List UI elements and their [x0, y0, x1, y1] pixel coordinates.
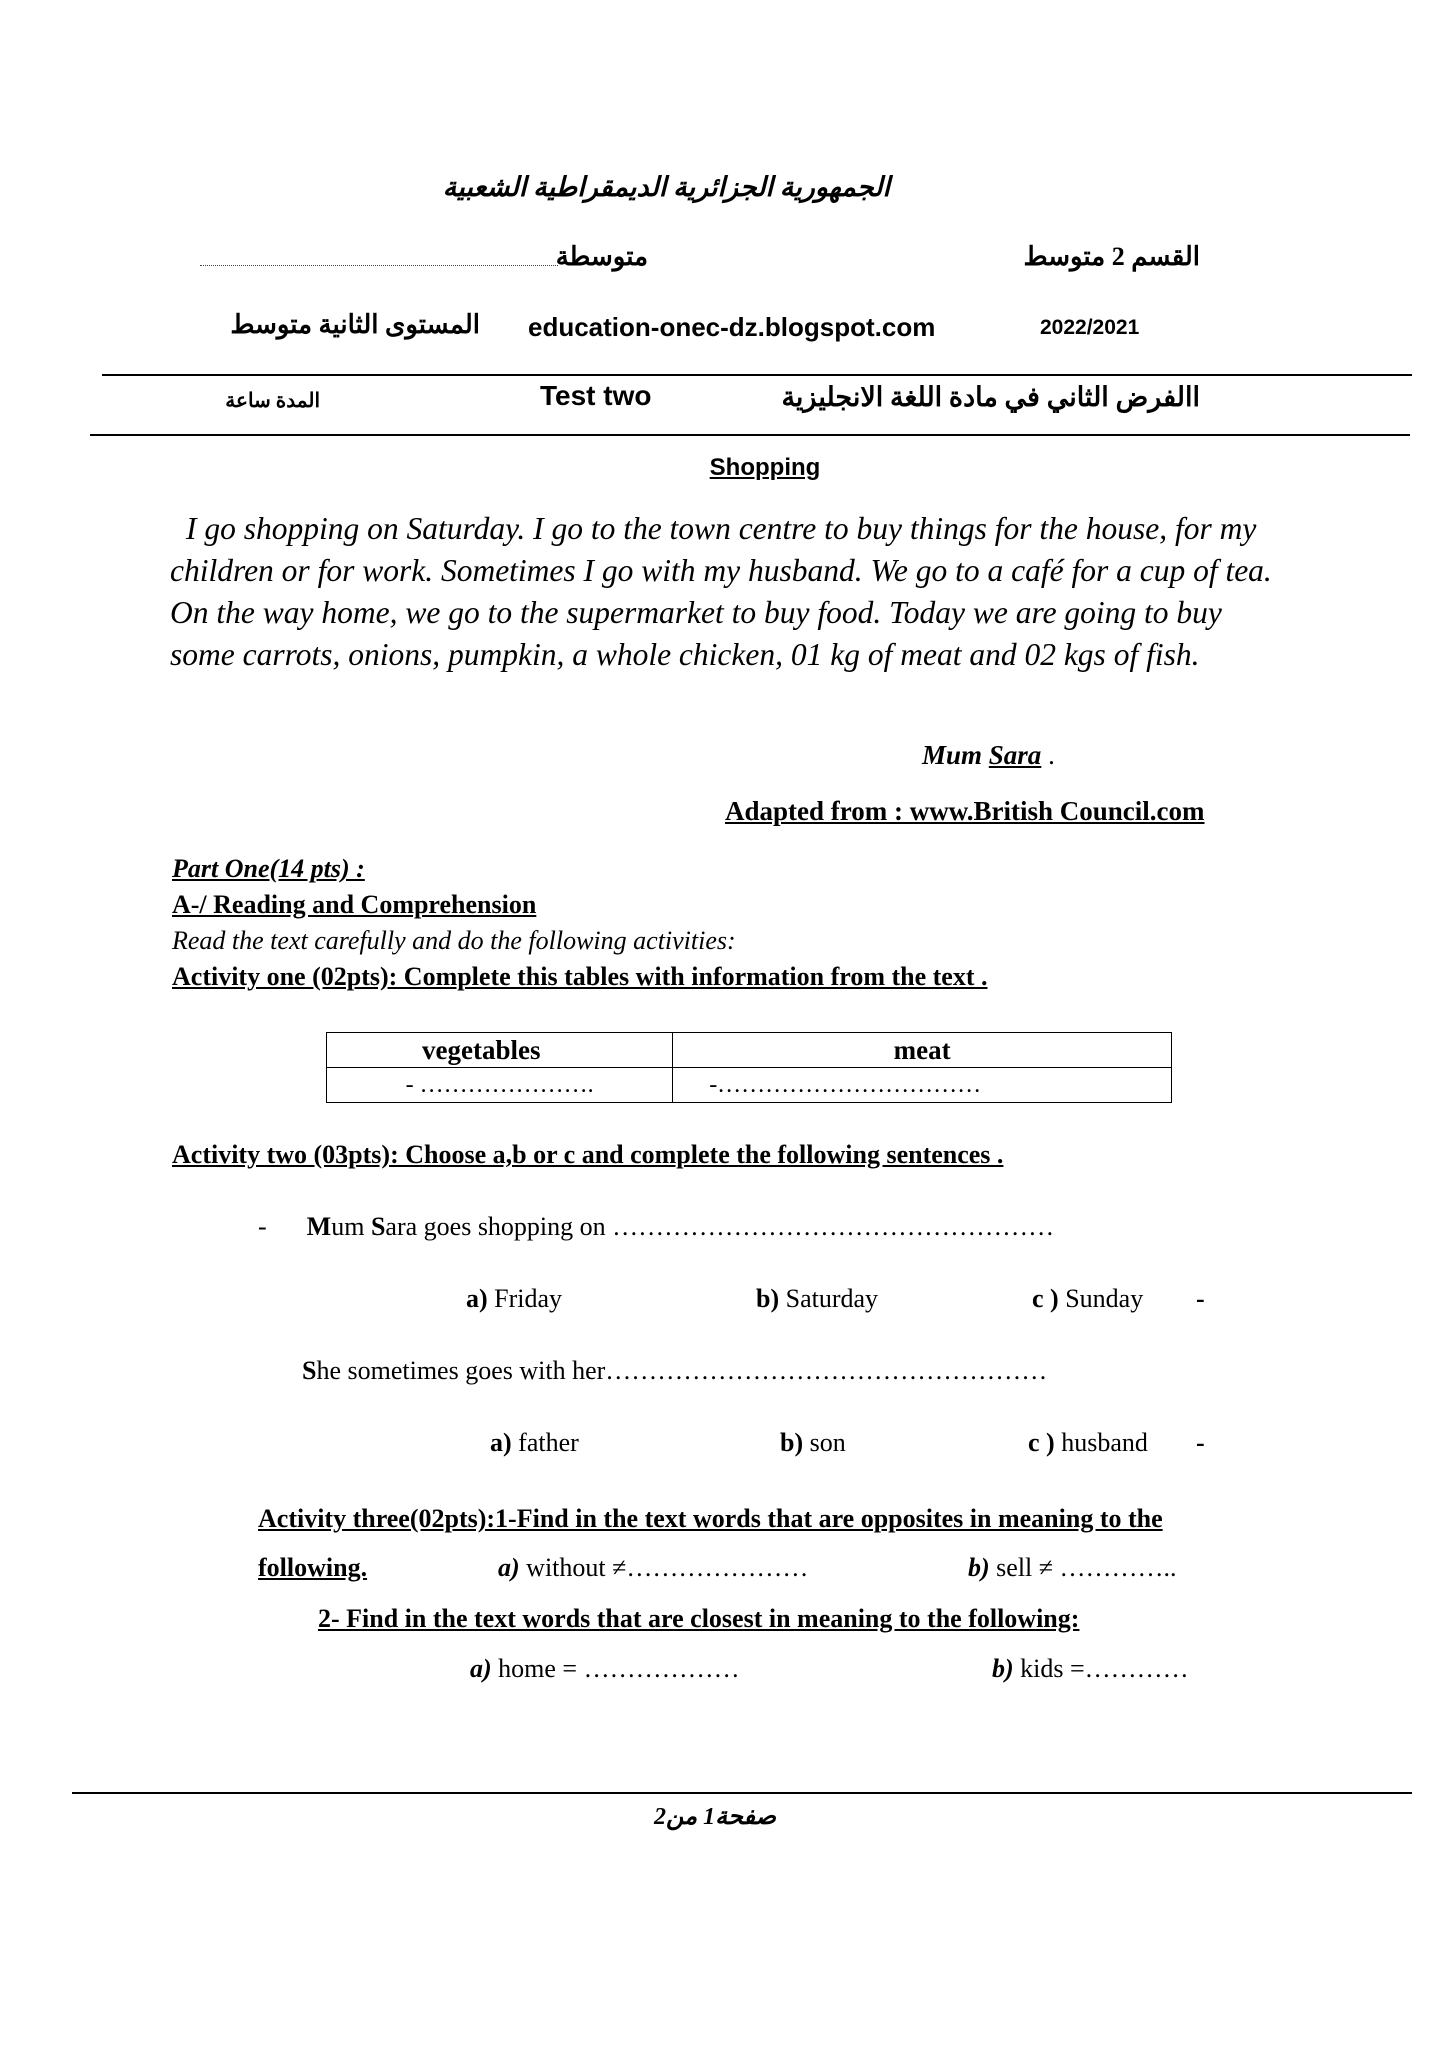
- question-one: [258, 1212, 1054, 1242]
- school-year: 2022/2021: [1040, 316, 1140, 339]
- question-letter: b): [992, 1654, 1014, 1683]
- question-one-dash: -: [258, 1212, 267, 1241]
- option-letter: b): [780, 1428, 804, 1457]
- passage-text: I go shopping on Saturday. I go to the town centre to buy things for the house, for my children or for work. Sometimes I go with my husband. We go to a café for a cup of tea. On the way home, we go to the supermarket to buy food. Today we are going to buy some carrots, onions, pumpkin, a whole chicken, 01 kg of meat and 02 kgs of fish.: [170, 511, 1272, 672]
- exam-title-ar: االفرض الثاني في مادة اللغة الانجليزية: [781, 382, 1200, 412]
- question-one-initial-m: M: [306, 1212, 332, 1241]
- question-one-initial-s: S: [370, 1212, 386, 1241]
- option-letter: c ): [1032, 1284, 1059, 1313]
- country-header: الجمهورية الجزائرية الديمقراطية الشعبية: [442, 172, 890, 202]
- activity-two-title: Activity two (03pts): Choose a,b or c and complete the following sentences .: [172, 1140, 1004, 1169]
- option-letter: a): [490, 1428, 512, 1457]
- opposite-question-a[interactable]: [498, 1553, 808, 1583]
- activity-one-title: Activity one (02pts): Complete this tables with information from the text .: [172, 962, 988, 991]
- author-signature: [922, 740, 1055, 771]
- header-top-rule: [102, 374, 1412, 376]
- trailing-dash-two: -: [1196, 1428, 1205, 1457]
- option-text: son: [803, 1428, 846, 1457]
- question-two-option-b[interactable]: [780, 1428, 846, 1458]
- option-text: Sunday: [1058, 1284, 1144, 1313]
- question-text: home = ………………: [491, 1654, 740, 1683]
- header-bottom-rule: [90, 434, 1410, 436]
- table-header-meat: meat: [673, 1033, 1172, 1068]
- activity-three-title-line2: following.: [258, 1553, 368, 1582]
- class-label: القسم 2 متوسط: [1023, 242, 1200, 271]
- option-letter: c ): [1028, 1428, 1055, 1457]
- author-suffix: .: [1041, 740, 1055, 770]
- instruction-text: Read the text carefully and do the following activities:: [172, 926, 736, 955]
- question-one-option-b[interactable]: [756, 1284, 878, 1314]
- question-two-option-a[interactable]: [490, 1428, 579, 1458]
- table-answer-row: [327, 1068, 1172, 1103]
- section-title: A-/ Reading and Comprehension: [172, 890, 537, 919]
- option-text: Friday: [487, 1284, 563, 1313]
- duration-label: المدة ساعة: [225, 390, 320, 412]
- author-name: Sara: [988, 740, 1042, 770]
- question-text: sell ≠ …………..: [989, 1553, 1177, 1582]
- author-prefix: Mum: [922, 740, 989, 770]
- option-text: Saturday: [779, 1284, 879, 1313]
- question-letter: a): [498, 1553, 520, 1582]
- question-two-initial-s: S: [302, 1356, 317, 1385]
- synonym-question-a[interactable]: [470, 1654, 740, 1684]
- opposite-question-b[interactable]: [968, 1553, 1177, 1583]
- option-text: father: [511, 1428, 579, 1457]
- option-letter: b): [756, 1284, 780, 1313]
- question-text: kids =…………: [1013, 1654, 1189, 1683]
- meat-answer-blank[interactable]: -……………………………: [673, 1068, 1172, 1103]
- question-one-option-c[interactable]: [1032, 1284, 1143, 1314]
- table-header-vegetables: vegetables: [327, 1033, 673, 1068]
- website-text: education-onec-dz.blogspot.com: [528, 312, 936, 342]
- activity-one-table: [326, 1032, 1172, 1103]
- level-label: المستوى الثانية متوسط: [230, 310, 480, 339]
- question-one-option-a[interactable]: [466, 1284, 562, 1314]
- footer-rule: [72, 1792, 1412, 1794]
- question-one-text-a: um: [331, 1212, 371, 1241]
- synonym-question-b[interactable]: [992, 1654, 1189, 1684]
- table-header-row: [327, 1033, 1172, 1068]
- text-title: Shopping: [709, 454, 821, 481]
- part-one-title: Part One(14 pts) :: [172, 854, 365, 883]
- option-text: husband: [1054, 1428, 1148, 1457]
- activity-three-title: Activity three(02pts):1-Find in the text words that are opposites in meaning to the: [258, 1504, 1163, 1533]
- page-number: صفحة1 من2: [653, 1804, 776, 1830]
- reading-passage: [170, 508, 1280, 676]
- activity-three-part-two-title: 2- Find in the text words that are closest in meaning to the following:: [318, 1604, 1080, 1633]
- question-text: without ≠…………………: [519, 1553, 809, 1582]
- exam-title-en: Test two: [540, 380, 652, 411]
- vegetables-answer-blank[interactable]: - ………………….: [327, 1068, 673, 1103]
- question-two-text: he sometimes goes with her……………………………………………: [316, 1356, 1048, 1385]
- school-name-blank: [200, 265, 558, 266]
- question-two-option-c[interactable]: [1028, 1428, 1148, 1458]
- text-source: Adapted from : www.British Council.com: [725, 796, 1205, 826]
- question-two: [302, 1356, 1047, 1386]
- school-label: متوسطة: [555, 242, 648, 271]
- question-one-text-b: ara goes shopping on ……………………………………………: [385, 1212, 1055, 1241]
- question-letter: a): [470, 1654, 492, 1683]
- trailing-dash: -: [1196, 1284, 1205, 1313]
- option-letter: a): [466, 1284, 488, 1313]
- question-letter: b): [968, 1553, 990, 1582]
